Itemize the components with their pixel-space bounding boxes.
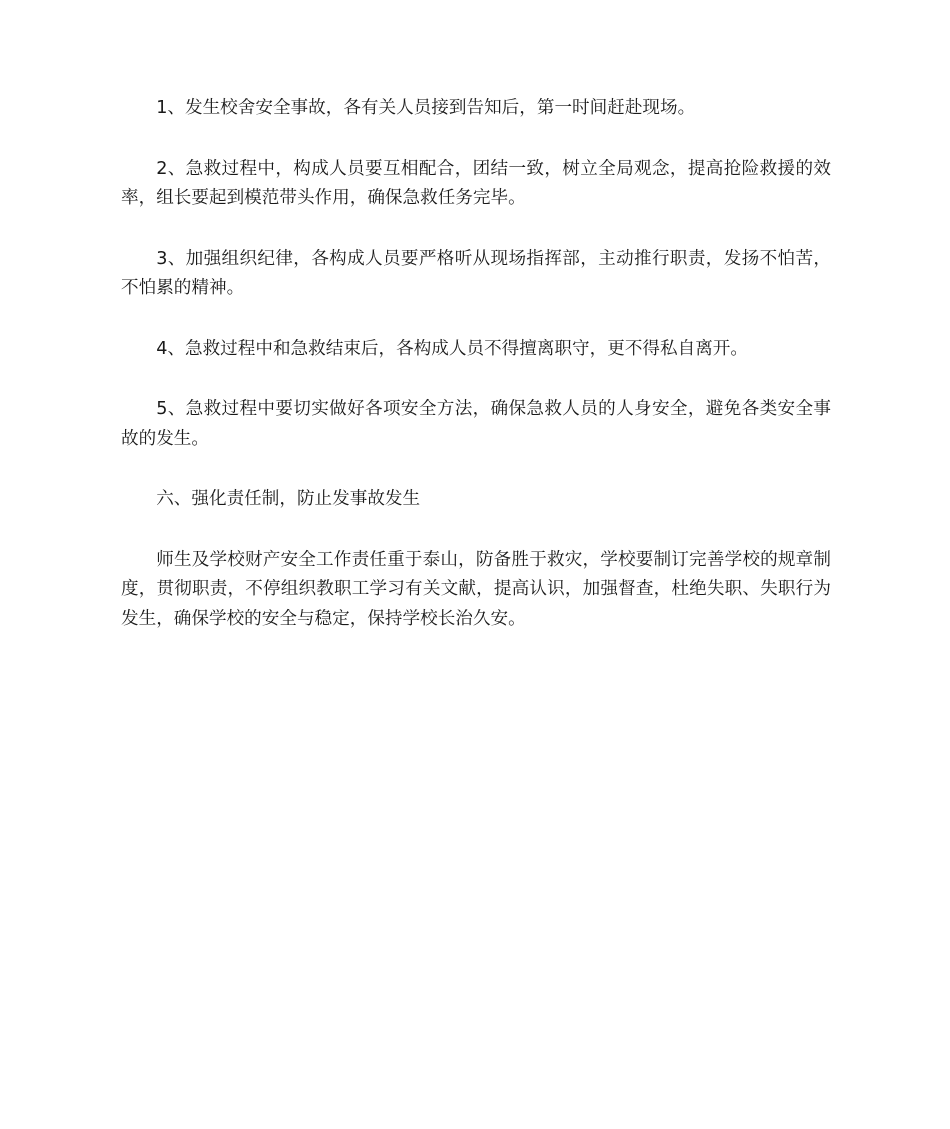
paragraph-item-1: 1、发生校舍安全事故，各有关人员接到告知后，第一时间赶赴现场。 bbox=[156, 98, 696, 118]
paragraph-item-3: 3、加强组织纪律，各构成人员要严格听从现场指挥部，主动推行职责，发扬不怕苦，不怕累的精神。 bbox=[121, 248, 831, 298]
paragraph-item-4: 4、急救过程中和急救结束后，各构成人员不得擅离职守，更不得私自离开。 bbox=[156, 338, 748, 359]
document-body bbox=[121, 94, 831, 665]
paragraph-item-5: 5、急救过程中要切实做好各项安全方法，确保急救人员的人身安全，避免各类安全事故的发生。 bbox=[121, 399, 831, 449]
paragraph-item-2: 2、急救过程中，构成人员要互相配合，团结一致，树立全局观念，提高抢险救援的效率，组长要起到模范带头作用，确保急救任务完毕。 bbox=[121, 158, 831, 208]
section-heading: 六、强化责任制，防止发事故发生 bbox=[156, 489, 421, 509]
closing-paragraph: 师生及学校财产安全工作责任重于泰山，防备胜于救灾，学校要制订完善学校的规章制度，贯彻职责，不停组织教职工学习有关文献，提高认识，加强督查，杜绝失职、失职行为发生，确保学校的安全与稳定，保持学校长治久安。 bbox=[121, 549, 831, 629]
